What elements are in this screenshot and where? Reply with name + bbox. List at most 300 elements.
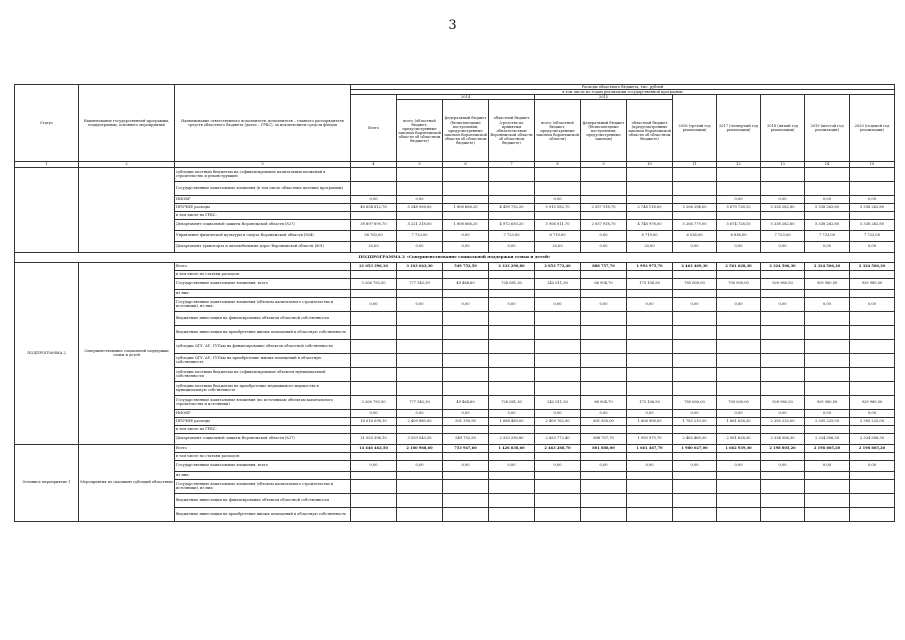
row-value (443, 471, 489, 479)
row-value: 0,00 (581, 409, 627, 417)
row-value (489, 289, 535, 297)
row-value (805, 381, 850, 395)
row-value: 0,00 (673, 460, 717, 471)
hdr-reg14: областной бюджет (средства по принятым обязательствам Воронежской области об областном бюджете) (489, 100, 535, 162)
row-label: субсидии местным бюджетам на софинансирование объектов муниципальной собственности (175, 367, 351, 381)
row-label: бюджетные инвестиции на финансирование объектов областной собственности (175, 311, 351, 325)
row-value (673, 270, 717, 278)
row-value: 0,00 (581, 297, 627, 311)
row-value: 20,00 (351, 241, 397, 252)
row-value: 1 783 219,30 (673, 417, 717, 425)
hdr-2016: 2016 (третий год реализации) (673, 95, 717, 162)
row-label: НИОКР (175, 195, 351, 203)
row-value (351, 353, 397, 367)
row-value: 0,00 (443, 230, 489, 241)
row-status (15, 167, 79, 252)
row-value: 0,00 (627, 409, 673, 417)
row-value: 0,00 (489, 297, 535, 311)
row-value: 5 679 728,10 (717, 203, 761, 211)
row-value (673, 325, 717, 339)
row-value (673, 353, 717, 367)
row-label: субсидии ОГУ, АУ, ГУПам на приобретение жилых помещений в областную собственность (175, 353, 351, 367)
row-value: 175 106,50 (627, 395, 673, 409)
row-value (397, 325, 443, 339)
row-value: 4 499 752,20 (489, 203, 535, 211)
row-value: 549 752,50 (443, 433, 489, 444)
row-value (627, 339, 673, 353)
row-label: Департамент транспорта и автомобильных дорог Воронежской области (801) (175, 241, 351, 252)
row-label: бюджетные инвестиции на приобретение жилых помещений в областную собственность (175, 325, 351, 339)
row-value: 242 011,30 (535, 395, 581, 409)
row-value (717, 167, 761, 181)
row-value (397, 381, 443, 395)
row-label: в том числе по ГРБС: (175, 425, 351, 433)
row-value (443, 195, 489, 203)
row-value (489, 425, 535, 433)
row-value: 18 016 098,10 (351, 417, 397, 425)
row-value: 2 395 225,00 (761, 417, 805, 425)
row-value (717, 353, 761, 367)
row-value: 2 561 628,30 (717, 262, 761, 270)
row-value (581, 195, 627, 203)
row-value: 0,00 (489, 409, 535, 417)
row-label: ПРОЧИЕ расходы (175, 417, 351, 425)
row-name: Мероприятия по оказанию субсидий областным (79, 444, 175, 521)
hdr-main: Расходы областного бюджета, тыс. рублей (351, 85, 895, 90)
row-value: 7 723,00 (397, 230, 443, 241)
row-value: 2 198 805,20 (761, 444, 805, 452)
row-value: 7 723,00 (489, 230, 535, 241)
row-value (850, 311, 895, 325)
row-value: 0,00 (397, 241, 443, 252)
row-value (581, 167, 627, 181)
row-value: 1 661 467,70 (627, 444, 673, 452)
row-value (535, 493, 581, 507)
row-value (581, 211, 627, 219)
row-value: 2 561 628,30 (717, 433, 761, 444)
row-value (805, 339, 850, 353)
row-value (351, 289, 397, 297)
row-value (443, 507, 489, 521)
row-value (717, 471, 761, 479)
row-value: 1 993 975,70 (627, 433, 673, 444)
row-value (581, 311, 627, 325)
row-value (351, 493, 397, 507)
row-value: 1 980 027,00 (673, 444, 717, 452)
row-value: 2 463 469,30 (673, 262, 717, 270)
row-value (805, 325, 850, 339)
row-value: 501 390,90 (443, 417, 489, 425)
row-value (397, 493, 443, 507)
row-label: бюджетные инвестиции на финансирование объектов областной собственности (175, 493, 351, 507)
row-value (581, 471, 627, 479)
row-value: 0,00 (397, 195, 443, 203)
row-value (627, 452, 673, 460)
row-value (581, 381, 627, 395)
row-value (761, 425, 805, 433)
column-number: 13 (761, 162, 805, 167)
row-value: 2 180 968,60 (397, 444, 443, 452)
row-value (397, 289, 443, 297)
column-number: 10 (627, 162, 673, 167)
row-value (489, 452, 535, 460)
row-value (761, 353, 805, 367)
row-value: 5 206 294,00 (673, 203, 717, 211)
row-value: 5 915 582,70 (535, 203, 581, 211)
row-value (673, 289, 717, 297)
row-value: 5 338 262,80 (761, 219, 805, 230)
row-value (489, 167, 535, 181)
column-number: 11 (673, 162, 717, 167)
row-value: 175 106,50 (627, 278, 673, 289)
row-value (489, 353, 535, 367)
row-value: 1 606 906,00 (627, 417, 673, 425)
row-value (805, 270, 850, 278)
row-value (489, 195, 535, 203)
row-value: 929 980,50 (850, 278, 895, 289)
row-value (805, 471, 850, 479)
row-value: 3 206 793,50 (351, 395, 397, 409)
row-value (489, 311, 535, 325)
row-label: Государственные капитальные вложения, всего (175, 460, 351, 471)
row-value (850, 479, 895, 493)
row-value (761, 471, 805, 479)
row-value (443, 289, 489, 297)
table-row (15, 444, 895, 452)
row-value (489, 270, 535, 278)
row-label: в том числе по статьям расходов: (175, 452, 351, 460)
column-number: 7 (489, 162, 535, 167)
row-value (581, 425, 627, 433)
row-value: 777 542,30 (397, 395, 443, 409)
row-label: из них: (175, 289, 351, 297)
row-value (717, 211, 761, 219)
table-row (15, 167, 895, 181)
row-value: 5 906 911,70 (535, 219, 581, 230)
column-number: 4 (351, 162, 397, 167)
row-value: 5 248 908,00 (397, 203, 443, 211)
row-value: 929 980,50 (761, 278, 805, 289)
row-value (489, 479, 535, 493)
hdr-2014: 2014 (397, 95, 535, 100)
row-value (673, 471, 717, 479)
hdr-incl: в том числе по годам реализации государственной программы (351, 90, 895, 95)
hdr-2015: 2015 (535, 95, 673, 100)
row-value: 0,00 (717, 297, 761, 311)
column-number: 8 (535, 162, 581, 167)
row-value (535, 311, 581, 325)
row-value: 2 057 918,70 (581, 203, 627, 211)
row-value: 5 338 262,80 (761, 203, 805, 211)
row-value: 0,00 (717, 195, 761, 203)
row-value (489, 181, 535, 195)
row-label: из них: (175, 471, 351, 479)
row-value (717, 507, 761, 521)
row-value (535, 367, 581, 381)
row-value: 2 748 118,00 (627, 203, 673, 211)
row-value (351, 479, 397, 493)
row-value (627, 479, 673, 493)
row-value: 0,00 (717, 409, 761, 417)
row-value (581, 452, 627, 460)
row-value (489, 381, 535, 395)
row-value: 780 600,00 (673, 395, 717, 409)
row-value (351, 425, 397, 433)
row-label: Департамент социальной защиты Воронежской области (827) (175, 433, 351, 444)
row-value: 8 836,00 (717, 230, 761, 241)
row-label: НИОКР (175, 409, 351, 417)
row-label: бюджетные инвестиции на приобретение жилых помещений в областную собственность (175, 507, 351, 521)
row-value (443, 325, 489, 339)
row-value (627, 381, 673, 395)
col-name: Наименование государственной программы, подпрограммы, основного мероприятия (79, 85, 175, 162)
row-value: 0,00 (717, 460, 761, 471)
row-value: 0,00 (535, 409, 581, 417)
row-value: 0,00 (535, 297, 581, 311)
column-number: 1 (15, 162, 79, 167)
row-value (717, 493, 761, 507)
row-value (717, 479, 761, 493)
row-value (761, 211, 805, 219)
row-value: 0,00 (850, 241, 895, 252)
row-value (581, 181, 627, 195)
row-value (535, 381, 581, 395)
row-value (581, 325, 627, 339)
row-value (627, 367, 673, 381)
row-value (489, 339, 535, 353)
row-value: 2 057 918,70 (581, 219, 627, 230)
row-value (850, 507, 895, 521)
row-value: 5 206 779,00 (673, 219, 717, 230)
row-value: 2 324 506,30 (805, 433, 850, 444)
row-value (850, 325, 895, 339)
row-value (535, 181, 581, 195)
row-label: Государственные капитальные вложения, всего (175, 278, 351, 289)
row-value (673, 381, 717, 395)
budget-table (14, 84, 895, 522)
row-value: 1 808 668,20 (443, 203, 489, 211)
row-value (627, 270, 673, 278)
row-status: ПОДПРОГРАММА 2 (15, 262, 79, 444)
row-value (351, 270, 397, 278)
row-value: 0,00 (761, 460, 805, 471)
row-value (673, 493, 717, 507)
row-value (850, 289, 895, 297)
row-value: 1 688 489,00 (489, 417, 535, 425)
row-value (351, 452, 397, 460)
row-value: 0,00 (805, 297, 850, 311)
col-status: Статус (15, 85, 79, 162)
row-value: 2 324 506,30 (805, 262, 850, 270)
row-value: 2 198 805,20 (805, 444, 850, 452)
row-value (535, 339, 581, 353)
row-value (397, 367, 443, 381)
row-value (443, 479, 489, 493)
row-value: 3 206 793,50 (351, 278, 397, 289)
row-value (717, 311, 761, 325)
row-value: 7 723,00 (850, 230, 895, 241)
row-value: 2 463 288,70 (535, 444, 581, 452)
row-value: 2 324 506,30 (761, 262, 805, 270)
row-value: 0,00 (351, 195, 397, 203)
row-value (761, 311, 805, 325)
row-value: 0,00 (397, 409, 443, 417)
row-value: 2 463 469,30 (673, 433, 717, 444)
row-value (535, 452, 581, 460)
row-value: 40 654 612,78 (351, 203, 397, 211)
row-value: 929 980,50 (805, 278, 850, 289)
row-value: 5 221 318,00 (397, 219, 443, 230)
row-value: 0,00 (397, 460, 443, 471)
row-value: 242 011,30 (535, 278, 581, 289)
row-value: 1 662 939,30 (717, 444, 761, 452)
column-number: 5 (397, 162, 443, 167)
row-value: 2 395 225,00 (805, 417, 850, 425)
row-value: 3 103 043,30 (397, 433, 443, 444)
row-value (761, 452, 805, 460)
row-value (443, 452, 489, 460)
row-value (717, 425, 761, 433)
hdr-fed14: федеральный бюджет (безвозмездные поступления, предусмотренные законом Воронежской области об областном бюджете) (443, 100, 489, 162)
row-value: 5 338 262,80 (850, 203, 895, 211)
row-value: 728 081,30 (489, 395, 535, 409)
row-value (805, 167, 850, 181)
row-value (351, 211, 397, 219)
row-value (351, 339, 397, 353)
row-label: ПРОЧИЕ расходы (175, 203, 351, 211)
row-value (397, 270, 443, 278)
row-value: 49 464,60 (443, 395, 489, 409)
row-value: 0,00 (535, 460, 581, 471)
row-value: 929 980,50 (850, 395, 895, 409)
row-value: 780 600,00 (673, 278, 717, 289)
row-value: 0,00 (673, 409, 717, 417)
row-value: 0,00 (489, 460, 535, 471)
row-value: 0,00 (761, 195, 805, 203)
row-value: 2 324 506,30 (761, 433, 805, 444)
row-value (850, 353, 895, 367)
row-value: 2 395 225,00 (850, 417, 895, 425)
row-value (761, 381, 805, 395)
row-value: 0,00 (627, 460, 673, 471)
row-value (850, 339, 895, 353)
row-value (627, 195, 673, 203)
row-value: 8 719,00 (627, 230, 673, 241)
row-value (805, 452, 850, 460)
row-value (761, 339, 805, 353)
row-value (489, 211, 535, 219)
row-value (627, 181, 673, 195)
hdr-fed15: федеральный бюджет (безвозмездные поступления, предусмотренные законом) (581, 100, 627, 162)
row-value (805, 367, 850, 381)
row-value: 2 333 290,80 (489, 433, 535, 444)
row-value (397, 353, 443, 367)
row-value: 39 897 890,70 (351, 219, 397, 230)
row-value (761, 325, 805, 339)
row-value (627, 167, 673, 181)
row-value: 0,00 (627, 297, 673, 311)
row-value (489, 507, 535, 521)
row-value (351, 367, 397, 381)
row-value: 3 103 043,30 (397, 262, 443, 270)
row-value: 0,00 (581, 230, 627, 241)
hdr-own15: всего (областной бюджет, предусмотренные законом Воронежской области) (535, 100, 581, 162)
hdr-reg15: областной бюджет (предусмотренные законом Воронежской области об областном бюджете) (627, 100, 673, 162)
row-value: 0,00 (761, 241, 805, 252)
hdr-own14: всего (областной бюджет, предусмотренные законом Воронежской области об областном бюджете) (397, 100, 443, 162)
row-value (761, 181, 805, 195)
row-value (443, 493, 489, 507)
column-number: 6 (443, 162, 489, 167)
row-value (673, 367, 717, 381)
row-value: 0,00 (443, 241, 489, 252)
row-value (761, 507, 805, 521)
row-value (673, 167, 717, 181)
row-value: 0,00 (443, 460, 489, 471)
row-value (397, 471, 443, 479)
row-value: 700 000,00 (717, 278, 761, 289)
row-value: 21 053 396,10 (351, 262, 397, 270)
row-value: 2 333 290,80 (489, 262, 535, 270)
row-value: 1 808 668,20 (443, 219, 489, 230)
row-value (535, 325, 581, 339)
row-name: Совершенствование социальной поддержки семьи и детей (79, 262, 175, 444)
row-value (351, 471, 397, 479)
row-value (673, 195, 717, 203)
row-value (443, 353, 489, 367)
row-value (535, 270, 581, 278)
row-value: 4 972 650,20 (489, 219, 535, 230)
row-value: 14 446 462,50 (351, 444, 397, 452)
row-value (443, 339, 489, 353)
row-value (673, 181, 717, 195)
row-value: 7 723,00 (761, 230, 805, 241)
row-value: 0,00 (850, 297, 895, 311)
row-value (397, 167, 443, 181)
row-value: 6 536,00 (673, 230, 717, 241)
row-value: 0,00 (805, 195, 850, 203)
row-value (805, 181, 850, 195)
row-value (850, 167, 895, 181)
row-value (850, 181, 895, 195)
subprogram-title-row (15, 252, 895, 262)
row-value (351, 167, 397, 181)
row-value (489, 493, 535, 507)
row-status: Основное мероприятие 1 (15, 444, 79, 521)
row-value (850, 425, 895, 433)
row-value (627, 353, 673, 367)
row-value (850, 471, 895, 479)
row-value: 0,00 (351, 460, 397, 471)
hdr-2017: 2017 (четвертый год реализации) (717, 95, 761, 162)
row-label: Государственные капитальные вложения (объекты капитального строительства и источники), из них: (175, 297, 351, 311)
row-value: 0,00 (761, 297, 805, 311)
row-label: Всего (175, 444, 351, 452)
row-value (443, 167, 489, 181)
row-value: 0,00 (717, 241, 761, 252)
row-value: 888 757,70 (581, 262, 627, 270)
col-indicator: Наименование ответственного исполнителя, исполнителя – главного распорядителя средств областного бюджета (далее – ГРБС), за исключением средств фондов (175, 85, 351, 162)
row-label: Государственные капитальные вложения (в том числе областные целевые программы) (175, 181, 351, 195)
row-value: 801 850,00 (581, 417, 627, 425)
row-value (443, 367, 489, 381)
row-label: Управление физической культуры и спорта Воронежской области (804) (175, 230, 351, 241)
row-value: 5 338 262,80 (850, 219, 895, 230)
row-value (717, 339, 761, 353)
column-number: 3 (175, 162, 351, 167)
row-value: 0,00 (581, 460, 627, 471)
row-value (627, 493, 673, 507)
